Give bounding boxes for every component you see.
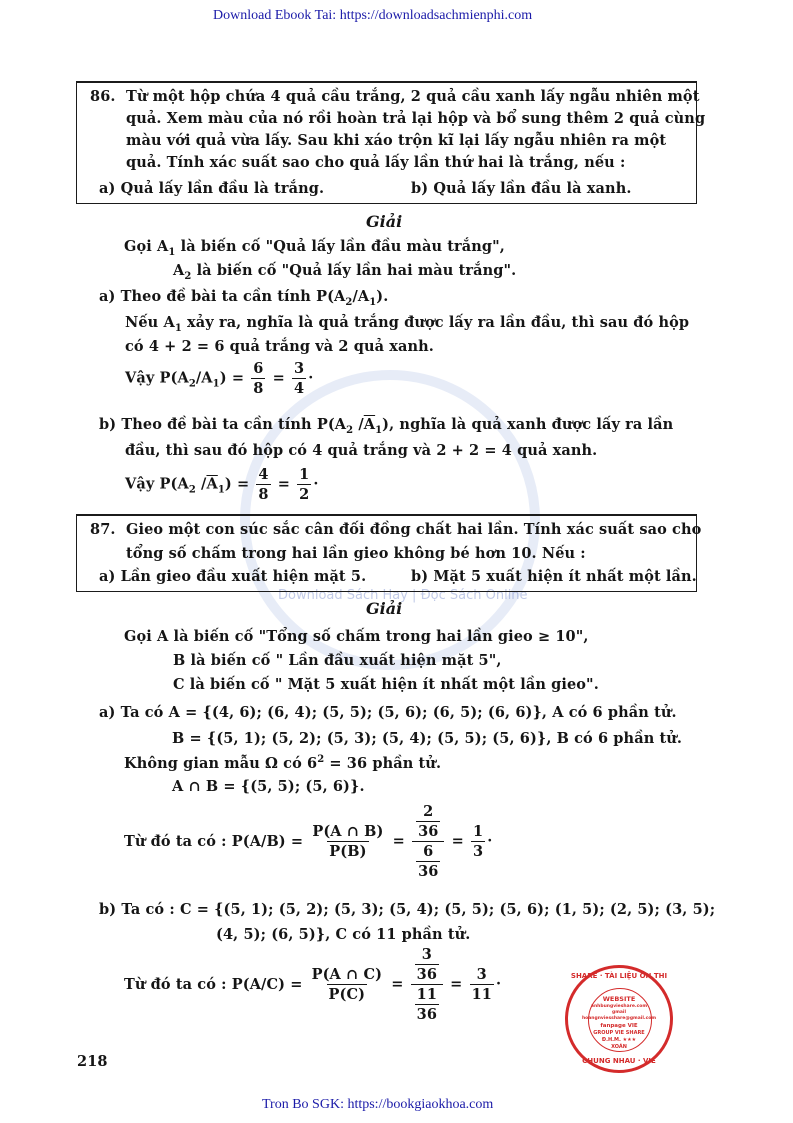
solution-87-a-line-4: A ∩ B = {(5, 5); (5, 6)}. (172, 778, 365, 795)
solution-86-heading: Giải (366, 212, 403, 231)
problem-86-option-b: b) Quả lấy lần đầu là xanh. (411, 180, 632, 197)
solution-86-a-line-2: Nếu $A_1$ xảy ra, nghĩa là quả trắng được lấy ra lần đầu, thì sau đó hộp (125, 314, 690, 334)
watermark-text: Download Sách Hay | Đọc Sách Online (278, 588, 528, 603)
solution-87-heading: Giải (366, 599, 403, 618)
vie-share-stamp: SHARE · TÀI LIỆU ÔN THI WEBSITE anhbungvieshare.com gmail hoangnviesshare@gmail.com fanpage VIE GROUP VIE SHARE Đ.H.M. ★★★ XOÁN CHUNG NHAU · VIE (565, 965, 673, 1073)
solution-87-define-c: C là biến cố " Mặt 5 xuất hiện ít nhất một lần gieo". (173, 676, 599, 693)
solution-87-a-result: Từ đó ta có : P(A/B) = $\frac{P(A \cap B)}{P(B)}$ = $\frac{\frac{2}{36}}{\frac{6}{36}}$ = $\frac{1}{3}$ · (124, 803, 493, 880)
problem-86-line-2: quả. Xem màu của nó rồi hoàn trả lại hộp và bổ sung thêm 2 quả cùng (126, 110, 706, 127)
solution-86-define-a2: $A_2$ là biến cố "Quả lấy lần hai màu trắng". (173, 262, 517, 282)
problem-87-option-b: b) Mặt 5 xuất hiện ít nhất một lần. (411, 568, 697, 585)
header-download-link[interactable]: Download Ebook Tai: https://downloadsachmienphi.com (213, 8, 533, 23)
page-number: 218 (77, 1053, 108, 1070)
solution-87-b-result: Từ đó ta có : P(A/C) = $\frac{P(A \cap C)}{P(C)}$ = $\frac{\frac{3}{36}}{\frac{11}{36}}$ = $\frac{3}{11}$ · (124, 946, 502, 1023)
solution-87-a-line-3: Không gian mẫu Ω có $6^2 = 36$ phần tử. (124, 754, 442, 772)
problem-86-option-a: a) Quả lấy lần đầu là trắng. (99, 180, 325, 197)
solution-87-define-a: Gọi A là biến cố "Tổng số chấm trong hai lần gieo ≥ 10", (124, 628, 589, 645)
footer-sgk-link[interactable]: Tron Bo SGK: https://bookgiaokhoa.com (262, 1097, 494, 1112)
problem-87-number: 87. (90, 521, 116, 538)
problem-86-line-1: Từ một hộp chứa 4 quả cầu trắng, 2 quả cầu xanh lấy ngẫu nhiên một (126, 88, 700, 105)
solution-86-a-line-1: a) Theo đề bài ta cần tính $P(A_2/A_1)$. (99, 288, 389, 308)
problem-87-line-1: Gieo một con súc sắc cân đối đồng chất hai lần. Tính xác suất sao cho (126, 521, 702, 538)
solution-86-define-a1: Gọi $A_1$ là biến cố "Quả lấy lần đầu màu trắng", (124, 238, 505, 258)
solution-87-b-line-2: (4, 5); (6, 5)}, C có 11 phần tử. (216, 926, 471, 943)
problem-86-line-4: quả. Tính xác suất sao cho quả lấy lần thứ hai là trắng, nếu : (126, 154, 626, 171)
solution-87-a-line-1: a) Ta có A = {(4, 6); (6, 4); (5, 5); (5, 6); (6, 5); (6, 6)}, A có 6 phần tử. (99, 704, 677, 721)
solution-87-a-line-2: B = {(5, 1); (5, 2); (5, 3); (5, 4); (5, 5); (5, 6)}, B có 6 phần tử. (172, 730, 683, 747)
solution-86-a-line-3: có 4 + 2 = 6 quả trắng và 2 quả xanh. (125, 338, 434, 355)
solution-86-b-line-2: đầu, thì sau đó hộp có 4 quả trắng và 2 + 2 = 4 quả xanh. (125, 442, 598, 459)
solution-87-b-line-1: b) Ta có : C = {(5, 1); (5, 2); (5, 3); (5, 4); (5, 5); (5, 6); (1, 5); (2, 5); (3, 5); (99, 901, 716, 918)
solution-86-b-line-1: b) Theo đề bài ta cần tính $P(A_2$ $/\overline{A}_1$), nghĩa là quả xanh được lấy ra lần (99, 416, 674, 436)
solution-87-define-b: B là biến cố " Lần đầu xuất hiện mặt 5", (173, 652, 502, 669)
problem-86-line-3: màu với quả vừa lấy. Sau khi xáo trộn kĩ lại lấy ngẫu nhiên ra một (126, 132, 667, 149)
problem-87-line-2: tổng số chấm trong hai lần gieo không bé hơn 10. Nếu : (126, 545, 586, 562)
problem-87-option-a: a) Lần gieo đầu xuất hiện mặt 5. (99, 568, 367, 585)
solution-86-b-result: Vậy $P(A_2$ $/\overline{A}_1$) = $\frac{4}{8}$ = $\frac{1}{2}$ · (125, 466, 319, 503)
solution-86-a-result: Vậy $P(A_2/A_1)$ = $\frac{6}{8}$ = $\frac{3}{4}$ · (125, 360, 314, 397)
problem-86-number: 86. (90, 88, 116, 105)
